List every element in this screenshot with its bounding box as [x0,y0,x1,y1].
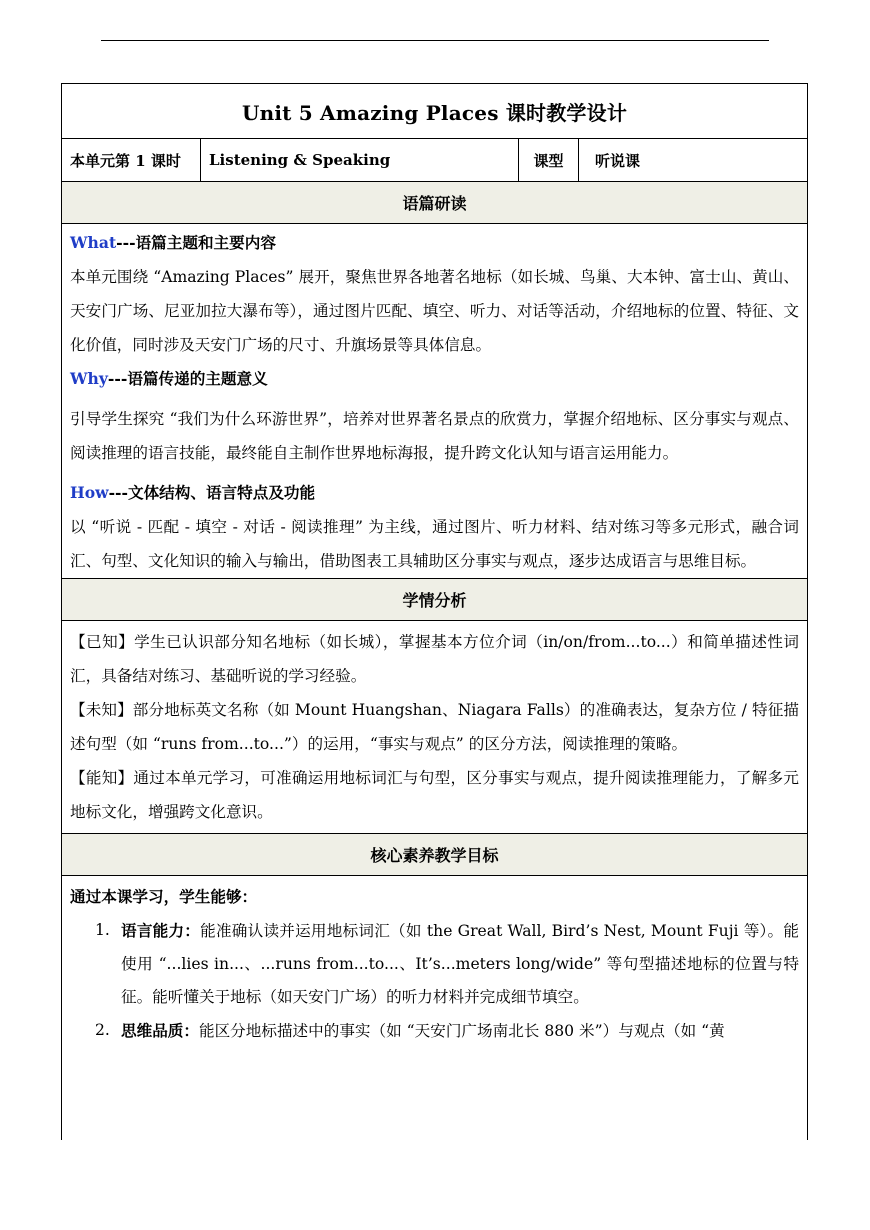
lesson-info-row [62,139,807,182]
section-heading-objectives: 核心素养教学目标 [62,834,807,876]
objective-text: 能区分地标描述中的事实（如 “天安门广场南北长 880 米”）与观点（如 “黄 [198,1022,725,1040]
objectives-body [62,876,807,1048]
lesson-topic: Listening & Speaking [201,139,519,181]
what-title: ---语篇主题和主要内容 [116,233,276,252]
lesson-label: 本单元第 1 课时 [62,139,201,181]
how-key: How [70,483,109,502]
what-heading [70,226,799,260]
header-rule [101,40,769,41]
section-heading-text-analysis: 语篇研读 [62,182,807,224]
type-label: 课型 [519,139,579,181]
page-title: Unit 5 Amazing Places 课时教学设计 [241,100,628,125]
unknown-paragraph: 【未知】部分地标英文名称（如 Mount Huangshan、Niagara Falls）的准确表达，复杂方位 / 特征描述句型（如 “runs from...to...”）的运用，“事实与观点” 的区分方法，阅读推理的策略。 [70,701,799,753]
title-row [62,84,807,139]
why-title: ---语篇传递的主题意义 [107,369,268,388]
objective-item [70,914,799,1014]
text-analysis-body [62,224,807,579]
how-title: ---文体结构、语言特点及功能 [108,483,316,502]
able-paragraph: 【能知】通过本单元学习，可准确运用地标词汇与句型，区分事实与观点，提升阅读推理能力，了解多元地标文化，增强跨文化意识。 [70,769,799,821]
objective-number: 1. [95,921,110,939]
objective-text: 能准确认读并运用地标词汇（如 the Great Wall, Bird’s Nest, Mount Fuji 等）。能使用 “...lies in...、...runs from...to...、It’s...meters long/wide” 等句型描述地标的位置与特征。能听懂关于地标（如天安门广场）的听力材料并完成细节填空。 [121,922,799,1006]
objective-label: 语言能力： [121,921,201,940]
objectives-list [70,914,799,1048]
how-paragraph: 以 “听说 - 匹配 - 填空 - 对话 - 阅读推理” 为主线，通过图片、听力材料、结对练习等多元形式，融合词汇、句型、文化知识的输入与输出，借助图表工具辅助区分事实与观点，逐步达成语言与思维目标。 [70,518,799,570]
objective-label: 思维品质： [121,1021,199,1040]
objectives-intro: 通过本课学习，学生能够： [70,887,258,906]
why-key: Why [70,369,108,388]
what-paragraph: 本单元围绕 “Amazing Places” 展开，聚焦世界各地著名地标（如长城、鸟巢、大本钟、富士山、黄山、天安门广场、尼亚加拉大瀑布等），通过图片匹配、填空、听力、对话等活动，介绍地标的位置、特征、文化价值，同时涉及天安门广场的尺寸、升旗场景等具体信息。 [70,268,799,354]
why-paragraph: 引导学生探究 “我们为什么环游世界”，培养对世界著名景点的欣赏力，掌握介绍地标、区分事实与观点、阅读推理的语言技能，最终能自主制作世界地标海报，提升跨文化认知与语言运用能力。 [70,410,799,462]
section-heading-learner-analysis: 学情分析 [62,579,807,621]
learner-analysis-body [62,621,807,834]
how-heading [70,476,799,510]
known-paragraph: 【已知】学生已认识部分知名地标（如长城），掌握基本方位介词（in/on/from...to...）和简单描述性词汇，具备结对练习、基础听说的学习经验。 [70,633,799,685]
objective-number: 2. [95,1021,110,1039]
lesson-plan-table [61,83,808,1140]
what-key: What [70,233,117,252]
objective-item [70,1014,799,1048]
type-value: 听说课 [595,151,641,170]
why-heading [70,362,799,396]
